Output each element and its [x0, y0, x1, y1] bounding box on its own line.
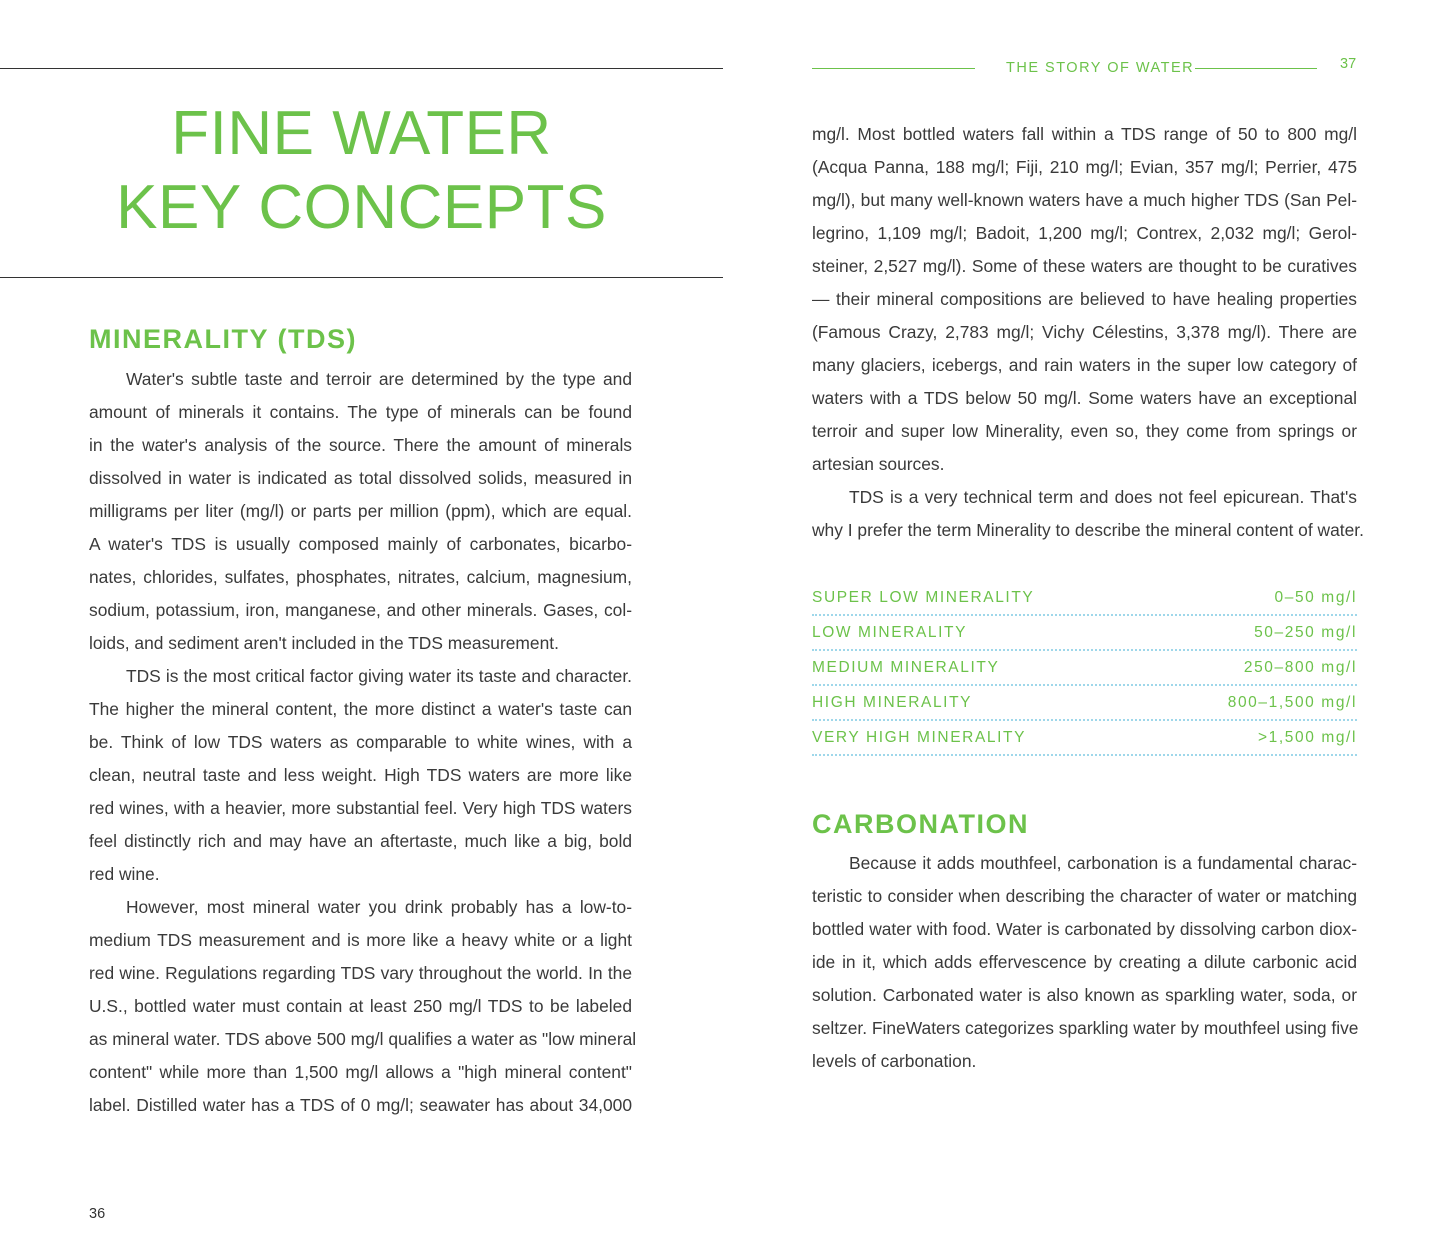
chapter-title-line-2: KEY CONCEPTS [116, 173, 607, 242]
tds-table [812, 582, 1357, 757]
text-line: A water's TDS is usually composed mainly of carbonates, bicarbo- [89, 534, 632, 554]
text-line: Because it adds mouthfeel, carbonation is a fundamental charac- [849, 853, 1357, 873]
tds-table-row [812, 652, 1357, 686]
text-line: mg/l. Most bottled waters fall within a TDS range of 50 to 800 mg/l [812, 124, 1357, 144]
text-line: red wine. [89, 864, 160, 884]
text-line: red wine. Regulations regarding TDS vary throughout the world. In the [89, 963, 632, 983]
text-line: many glaciers, icebergs, and rain waters in the super low category of [812, 355, 1357, 375]
tds-table-row [812, 722, 1357, 756]
tds-range-value: 50–250 mg/l [1254, 624, 1357, 641]
text-line: medium TDS measurement and is more like a heavy white or a light [89, 930, 632, 950]
tds-category-label: LOW MINERALITY [812, 624, 968, 641]
tds-table-row [812, 582, 1357, 616]
tds-table-row [812, 617, 1357, 651]
text-line: steiner, 2,527 mg/l). Some of these waters are thought to be curatives [812, 256, 1357, 276]
text-line: waters with a TDS below 50 mg/l. Some waters have an exceptional [812, 388, 1357, 408]
text-line: amount of minerals it contains. The type of minerals can be found [89, 402, 632, 422]
section-heading-carbonation: CARBONATION [812, 809, 1029, 839]
tds-range-value: 0–50 mg/l [1274, 589, 1357, 606]
text-line: label. Distilled water has a TDS of 0 mg/l; seawater has about 34,000 [89, 1095, 632, 1115]
text-line: feel distinctly rich and may have an aftertaste, much like a big, bold [89, 831, 632, 851]
page-number-right: 37 [1340, 56, 1357, 72]
tds-category-label: SUPER LOW MINERALITY [812, 589, 1035, 606]
text-line: solution. Carbonated water is also known as sparkling water, soda, or [812, 985, 1357, 1005]
text-line: However, most mineral water you drink probably has a low-to- [126, 897, 632, 917]
text-line: sodium, potassium, iron, manganese, and other minerals. Gases, col- [89, 600, 632, 620]
tds-category-label: HIGH MINERALITY [812, 694, 973, 711]
running-head: THE STORY OF WATER [1006, 60, 1195, 76]
text-line: loids, and sediment aren't included in the TDS measurement. [89, 633, 559, 653]
text-line: clean, neutral taste and less weight. High TDS waters are more like [89, 765, 632, 785]
tds-category-label: MEDIUM MINERALITY [812, 659, 1000, 676]
text-line: levels of carbonation. [812, 1051, 977, 1071]
title-bottom-rule [0, 277, 723, 278]
text-line: The higher the mineral content, the more distinct a water's taste can [89, 699, 632, 719]
tds-range-value: >1,500 mg/l [1257, 729, 1357, 746]
chapter-title-line-1: FINE WATER [171, 99, 552, 168]
text-line: as mineral water. TDS above 500 mg/l qualifies a water as "low mineral [89, 1029, 637, 1049]
page-number-left: 36 [89, 1206, 106, 1222]
text-line: nates, chlorides, sulfates, phosphates, nitrates, calcium, magnesium, [89, 567, 632, 587]
text-line: U.S., bottled water must contain at least 250 mg/l TDS to be labeled [89, 996, 632, 1016]
text-line: content" while more than 1,500 mg/l allows a "high mineral content" [89, 1062, 632, 1082]
text-line: ide in it, which adds effervescence by creating a dilute carbonic acid [812, 952, 1357, 972]
text-line: TDS is a very technical term and does not feel epicurean. That's [849, 487, 1357, 507]
text-line: teristic to consider when describing the character of water or matching [812, 886, 1357, 906]
running-head-rule-right [1195, 68, 1317, 69]
text-line: (Famous Crazy, 2,783 mg/l; Vichy Célestins, 3,378 mg/l). There are [812, 322, 1357, 342]
text-line: Water's subtle taste and terroir are determined by the type and [126, 369, 632, 389]
text-line: be. Think of low TDS waters as comparable to white wines, with a [89, 732, 632, 752]
tds-range-value: 800–1,500 mg/l [1227, 694, 1357, 711]
text-line: milligrams per liter (mg/l) or parts per million (ppm), which are equal. [89, 501, 632, 521]
text-line: — their mineral compositions are believed to have healing properties [812, 289, 1357, 309]
text-line: (Acqua Panna, 188 mg/l; Fiji, 210 mg/l; Evian, 357 mg/l; Perrier, 475 [812, 157, 1357, 177]
running-head-rule-left [812, 68, 975, 69]
text-line: legrino, 1,109 mg/l; Badoit, 1,200 mg/l; Contrex, 2,032 mg/l; Gerol- [812, 223, 1357, 243]
text-line: red wines, with a heavier, more substantial feel. Very high TDS waters [89, 798, 632, 818]
chapter-title [0, 97, 723, 245]
section-heading-minerality: MINERALITY (TDS) [89, 324, 357, 354]
tds-range-value: 250–800 mg/l [1243, 659, 1357, 676]
text-line: seltzer. FineWaters categorizes sparkling water by mouthfeel using five [812, 1018, 1359, 1038]
text-line: mg/l), but many well-known waters have a much higher TDS (San Pel- [812, 190, 1357, 210]
text-line: why I prefer the term Minerality to describe the mineral content of water. [812, 520, 1364, 540]
title-top-rule [0, 68, 723, 69]
text-line: bottled water with food. Water is carbonated by dissolving carbon diox- [812, 919, 1357, 939]
tds-category-label: VERY HIGH MINERALITY [812, 729, 1027, 746]
text-line: artesian sources. [812, 454, 945, 474]
text-line: dissolved in water is indicated as total dissolved solids, measured in [89, 468, 632, 488]
text-line: TDS is the most critical factor giving water its taste and character. [126, 666, 632, 686]
tds-table-row [812, 687, 1357, 721]
text-line: in the water's analysis of the source. There the amount of minerals [89, 435, 632, 455]
text-line: terroir and super low Minerality, even so, they come from springs or [812, 421, 1357, 441]
